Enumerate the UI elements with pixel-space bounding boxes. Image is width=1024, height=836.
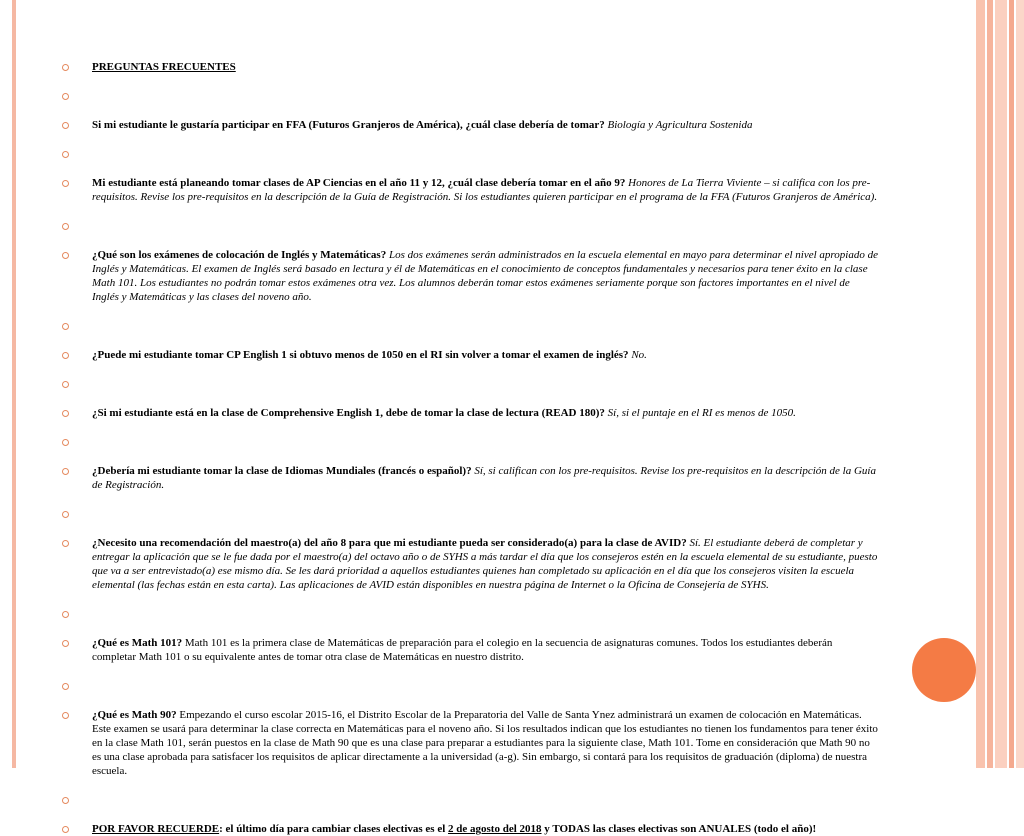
empty-bullet-item <box>62 89 878 103</box>
bullet-icon <box>62 223 69 230</box>
faq-answer: Empezando el curso escolar 2015-16, el Distrito Escolar de la Preparatoria del Valle de Santa Ynez administrará un examen de colocación en Matemáticas. Este examen se usará para determinar la clase correcta en Matemáticas para el noveno año. Si los resultados indican que los estudiantes no tienen los fundamentos para tener éxito en la clase Math 101, serán puestos en la clase de Math 90 que es una clase para preparar a estudiantes para la siguiente clase, Math 101. Tome en consideración que Math 90 no es una clase aprobada para satisfacer los requisitos de aplicar directamente a la universidad (a-g). Sin embargo, si contará para los requisitos de graduación (diploma) de nuestra escuela. <box>92 709 878 777</box>
right-decorative-band <box>976 0 985 768</box>
faq-question: Mi estudiante está planeando tomar clases de AP Ciencias en el año 11 y 12, ¿cuál clase debería tomar en el año 9? <box>92 177 629 189</box>
faq-question: ¿Si mi estudiante está en la clase de Comprehensive English 1, debe de tomar la clase de lectura (READ 180)? <box>92 407 608 419</box>
bullet-icon <box>62 468 69 475</box>
bullet-icon <box>62 323 69 330</box>
bullet-icon <box>62 712 69 719</box>
faq-answer: No. <box>631 349 647 361</box>
bullet-icon <box>62 252 69 259</box>
faq-item <box>62 176 878 204</box>
bullet-icon <box>62 151 69 158</box>
bullet-icon <box>62 826 69 833</box>
reminder-date: 2 de agosto del 2018 <box>448 823 542 835</box>
left-border-rule <box>12 0 16 768</box>
faq-item <box>62 464 878 492</box>
empty-bullet-item <box>62 219 878 233</box>
faq-answer: Los dos exámenes serán administrados en la escuela elemental en mayo para determinar el nivel apropiado de Inglés y Matemáticas. El examen de Inglés será basado en lectura y él de Matemáticas en el conocimiento de conceptos fundamentales y necesarios para tener éxito en la clase Math 101. Los estudiantes no podrán tomar estos exámenes otra vez. Los alumnos deberán tomar estos exámenes seriamente porque son factores importantes en el nivel de Inglés y Matemáticas y las clases del noveno año. <box>92 249 878 303</box>
faq-answer: Honores de La Tierra Viviente – si califica con los pre-requisitos. Revise los pre-requisitos en la descripción de la Guía de Registración. Si los estudiantes quieren participar en el programa de la FFA (Futuros Granjeros de América). <box>92 177 878 203</box>
faq-question: ¿Qué es Math 90? <box>92 709 180 721</box>
bullet-icon <box>62 410 69 417</box>
right-decorative-band <box>995 0 1007 768</box>
faq-title: PREGUNTAS FRECUENTES <box>92 61 236 73</box>
faq-answer: Math 101 es la primera clase de Matemáticas de preparación para el colegio en la secuencia de asignaturas comunes. Todos los estudiantes deberán completar Math 101 o su equivalente antes de tomar otra clase de Matemáticas en nuestro distrito. <box>92 637 833 663</box>
bullet-icon <box>62 439 69 446</box>
faq-question: ¿Debería mi estudiante tomar la clase de Idiomas Mundiales (francés o español)? <box>92 465 475 477</box>
bullet-icon <box>62 640 69 647</box>
reminder-text-2: y TODAS las clases electivas son ANUALES (todo el año)! <box>541 823 817 835</box>
right-decorative-band <box>1016 0 1024 768</box>
reminder-text-1: : el último día para cambiar clases electivas es el <box>219 823 449 835</box>
faq-question: ¿Necesito una recomendación del maestro(a) del año 8 para que mi estudiante pueda ser considerado(a) para la clase de AVID? <box>92 537 690 549</box>
faq-item <box>62 248 878 304</box>
bullet-icon <box>62 611 69 618</box>
bullet-icon <box>62 540 69 547</box>
faq-answer: Sí, si califican con los pre-requisitos. Revise los pre-requisitos en la descripción de la Guía de Registración. <box>92 465 876 491</box>
empty-bullet-item <box>62 377 878 391</box>
empty-bullet-item <box>62 435 878 449</box>
bullet-icon <box>62 93 69 100</box>
empty-bullet-item <box>62 507 878 521</box>
right-decorative-band <box>1009 0 1014 768</box>
empty-bullet-item <box>62 319 878 333</box>
faq-item <box>62 406 878 420</box>
bullet-icon <box>62 797 69 804</box>
bullet-icon <box>62 511 69 518</box>
empty-bullet-item <box>62 607 878 621</box>
bullet-icon <box>62 180 69 187</box>
faq-item <box>62 348 878 362</box>
faq-item <box>62 118 878 132</box>
empty-bullet-item <box>62 679 878 693</box>
empty-bullet-item <box>62 147 878 161</box>
reminder-item <box>62 822 878 836</box>
faq-answer: Biología y Agricultura Sostenida <box>607 119 753 131</box>
right-decorative-band <box>987 0 993 768</box>
faq-answer: Sí, si el puntaje en el RI es menos de 1050. <box>607 407 796 419</box>
bullet-icon <box>62 683 69 690</box>
bullet-icon <box>62 352 69 359</box>
faq-title-item <box>62 60 878 74</box>
faq-question: ¿Puede mi estudiante tomar CP English 1 si obtuvo menos de 1050 en el RI sin volver a tomar el examen de inglés? <box>92 349 632 361</box>
faq-question: Si mi estudiante le gustaría participar en FFA (Futuros Granjeros de América), ¿cuál clase debería de tomar? <box>92 119 608 131</box>
bullet-icon <box>62 381 69 388</box>
faq-answer: Sí. El estudiante deberá de completar y entregar la aplicación que se le fue dada por el maestro(a) del octavo año o de SYHS a más tardar el día que los consejeros estén en la escuela elemental de su estudiante, puesto que va a ser entrevistado(a) ese mismo día. Se les dará prioridad a aquellos estudiantes quienes han completado su aplicación en el día que los consejeros visiten la escuela elemental (las fechas están en esta carta). Las aplicaciones de AVID están disponibles en nuestra página de Internet o la Oficina de Consejería de SYHS. <box>92 537 878 591</box>
faq-question: ¿Qué son los exámenes de colocación de Inglés y Matemáticas? <box>92 249 389 261</box>
orange-circle-decoration <box>912 638 976 702</box>
reminder-label: POR FAVOR RECUERDE <box>92 823 220 835</box>
faq-question: ¿Qué es Math 101? <box>92 637 185 649</box>
bullet-icon <box>62 64 69 71</box>
empty-bullet-item <box>62 793 878 807</box>
faq-item <box>62 536 878 592</box>
bullet-icon <box>62 122 69 129</box>
faq-list <box>62 60 878 836</box>
faq-item <box>62 636 878 664</box>
